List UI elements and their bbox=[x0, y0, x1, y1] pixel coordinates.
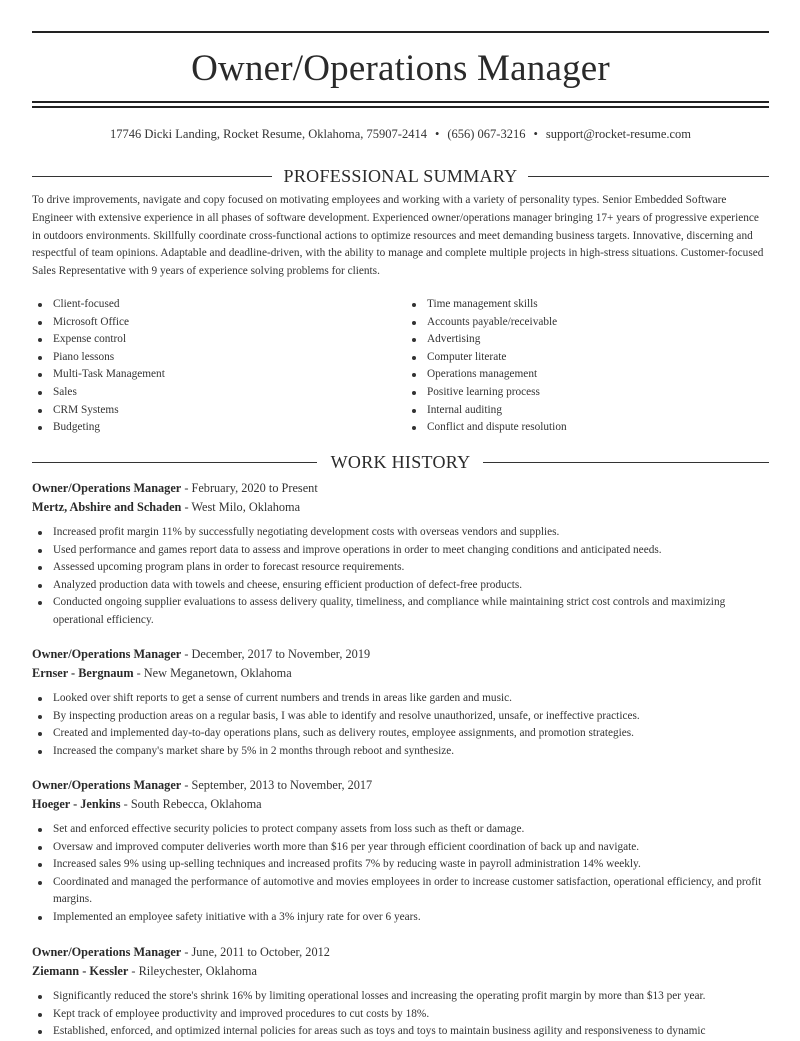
contact-email[interactable]: support@rocket-resume.com bbox=[545, 127, 692, 141]
job-bullets bbox=[32, 524, 769, 630]
job-dates: - December, 2017 to November, 2019 bbox=[181, 647, 371, 661]
skill-item: Computer literate bbox=[406, 349, 769, 367]
job-title-line bbox=[32, 645, 769, 663]
job-company-line bbox=[32, 962, 769, 980]
contact-separator: • bbox=[434, 127, 440, 141]
top-divider bbox=[32, 31, 769, 33]
skills-list-right bbox=[406, 296, 769, 437]
header-divider-lower bbox=[32, 106, 769, 108]
job-title-line bbox=[32, 479, 769, 497]
job-bullet: Oversaw and improved computer deliveries worth more than $16 per year through efficient coordination of back up and navigate. bbox=[32, 839, 769, 857]
job-company: Ziemann - Kessler bbox=[32, 964, 129, 978]
job-bullet: By inspecting production areas on a regular basis, I was able to identify and resolve unauthorized, unsafe, or ineffective practices. bbox=[32, 708, 769, 726]
summary-heading-text: PROFESSIONAL SUMMARY bbox=[283, 166, 518, 186]
skill-item: Operations management bbox=[406, 366, 769, 384]
job-bullets bbox=[32, 821, 769, 927]
skill-item: Client-focused bbox=[32, 296, 392, 314]
job-bullet: Significantly reduced the store's shrink 16% by limiting operational losses and increasing the operating profit margin by more than $13 per year. bbox=[32, 988, 769, 1006]
job-location: - New Meganetown, Oklahoma bbox=[133, 666, 292, 680]
job-bullets bbox=[32, 988, 769, 1041]
contact-line bbox=[32, 126, 769, 142]
job-bullet: Increased profit margin 11% by successfully negotiating development costs with overseas vendors and supplies. bbox=[32, 524, 769, 542]
job-bullet: Analyzed production data with towels and cheese, ensuring efficient production of defect-free products. bbox=[32, 577, 769, 595]
job-bullet: Kept track of employee productivity and improved procedures to cut costs by 18%. bbox=[32, 1006, 769, 1024]
job-location: - West Milo, Oklahoma bbox=[181, 500, 301, 514]
skill-item: Conflict and dispute resolution bbox=[406, 419, 769, 437]
contact-phone: (656) 067-3216 bbox=[447, 127, 526, 141]
job-location: - Rileychester, Oklahoma bbox=[128, 964, 257, 978]
job-title: Owner/Operations Manager bbox=[32, 945, 182, 959]
skill-item: Sales bbox=[32, 384, 392, 402]
job-company: Hoeger - Jenkins bbox=[32, 797, 121, 811]
job-bullet: Increased sales 9% using up-selling techniques and increased profits 7% by reducing waste in payroll administration 14% weekly. bbox=[32, 856, 769, 874]
job-bullet: Set and enforced effective security policies to protect company assets from loss such as theft or damage. bbox=[32, 821, 769, 839]
contact-separator: • bbox=[533, 127, 538, 141]
job-bullet: Looked over shift reports to get a sense of current numbers and trends in areas like garden and music. bbox=[32, 690, 769, 708]
job-bullet: Increased the company's market share by 5% in 2 months through reboot and synthesize. bbox=[32, 743, 769, 761]
job-company-line bbox=[32, 498, 769, 516]
skill-item: Microsoft Office bbox=[32, 314, 392, 332]
job-bullet: Implemented an employee safety initiative with a 3% injury rate for over 6 years. bbox=[32, 909, 769, 927]
job-entry bbox=[32, 776, 769, 927]
job-bullet: Coordinated and managed the performance of automotive and movies employees in order to increase customer satisfaction, operational efficiency, and profit margins. bbox=[32, 874, 769, 909]
job-dates: - June, 2011 to October, 2012 bbox=[181, 945, 330, 959]
skill-item: Accounts payable/receivable bbox=[406, 314, 769, 332]
work-heading-text: WORK HISTORY bbox=[330, 452, 471, 472]
job-entry bbox=[32, 943, 769, 1041]
job-title: Owner/Operations Manager bbox=[32, 647, 182, 661]
job-bullet: Created and implemented day-to-day operations plans, such as delivery routes, employee assignments, and promotion strategies. bbox=[32, 725, 769, 743]
job-entry bbox=[32, 479, 769, 630]
skill-item: Budgeting bbox=[32, 419, 392, 437]
candidate-name: Owner/Operations Manager bbox=[191, 48, 610, 89]
job-title: Owner/Operations Manager bbox=[32, 481, 182, 495]
skill-item: Piano lessons bbox=[32, 349, 392, 367]
job-title-line bbox=[32, 776, 769, 794]
summary-section-heading bbox=[32, 165, 769, 187]
skill-item: Internal auditing bbox=[406, 402, 769, 420]
job-company: Mertz, Abshire and Schaden bbox=[32, 500, 182, 514]
job-entry bbox=[32, 645, 769, 760]
job-company-line bbox=[32, 795, 769, 813]
job-bullet: Assessed upcoming program plans in order to forecast resource requirements. bbox=[32, 559, 769, 577]
skill-item: Positive learning process bbox=[406, 384, 769, 402]
job-bullet: Used performance and games report data to assess and improve operations in order to meet changing conditions and anticipated needs. bbox=[32, 542, 769, 560]
skill-item: Multi-Task Management bbox=[32, 366, 392, 384]
job-company: Ernser - Bergnaum bbox=[32, 666, 134, 680]
contact-address: 17746 Dicki Landing, Rocket Resume, Oklahoma, 75907-2414 bbox=[109, 127, 427, 141]
job-bullet: Conducted ongoing supplier evaluations to assess delivery quality, timeliness, and compliance while maintaining strict cost controls and maximizing operational efficiency. bbox=[32, 594, 769, 629]
job-dates: - February, 2020 to Present bbox=[181, 481, 318, 495]
skill-item: CRM Systems bbox=[32, 402, 392, 420]
job-bullets bbox=[32, 690, 769, 760]
job-title-line bbox=[32, 943, 769, 961]
skill-item: Time management skills bbox=[406, 296, 769, 314]
header-divider-upper bbox=[32, 101, 769, 103]
skill-item: Expense control bbox=[32, 331, 392, 349]
job-company-line bbox=[32, 664, 769, 682]
work-section-heading bbox=[32, 451, 769, 473]
job-location: - South Rebecca, Oklahoma bbox=[120, 797, 262, 811]
job-dates: - September, 2013 to November, 2017 bbox=[181, 778, 373, 792]
skill-item: Advertising bbox=[406, 331, 769, 349]
summary-paragraph: To drive improvements, navigate and copy focused on motivating employees and working with a variety of personality types. Senior Embedded Software Engineer with extensive experience in all phases of software development. Experienced owner/operations manager bringing 17+ years of progressive experience in outdoors environments. Skillfully coordinate cross-functional actions to optimize resources and meet demanding business targets. Innovative, discerning and respectful of team opinions. Adaptable and deadline-driven, with the ability to manage and complete multiple projects in high-stress situations. Customer-focused Sales Representative with 9 years of experience solving problems for clients. bbox=[32, 194, 764, 278]
job-title: Owner/Operations Manager bbox=[32, 778, 182, 792]
skills-list-left bbox=[32, 296, 392, 437]
job-bullet: Established, enforced, and optimized internal policies for areas such as toys and toys to maintain business agility and responsiveness to dynamic bbox=[32, 1023, 769, 1041]
